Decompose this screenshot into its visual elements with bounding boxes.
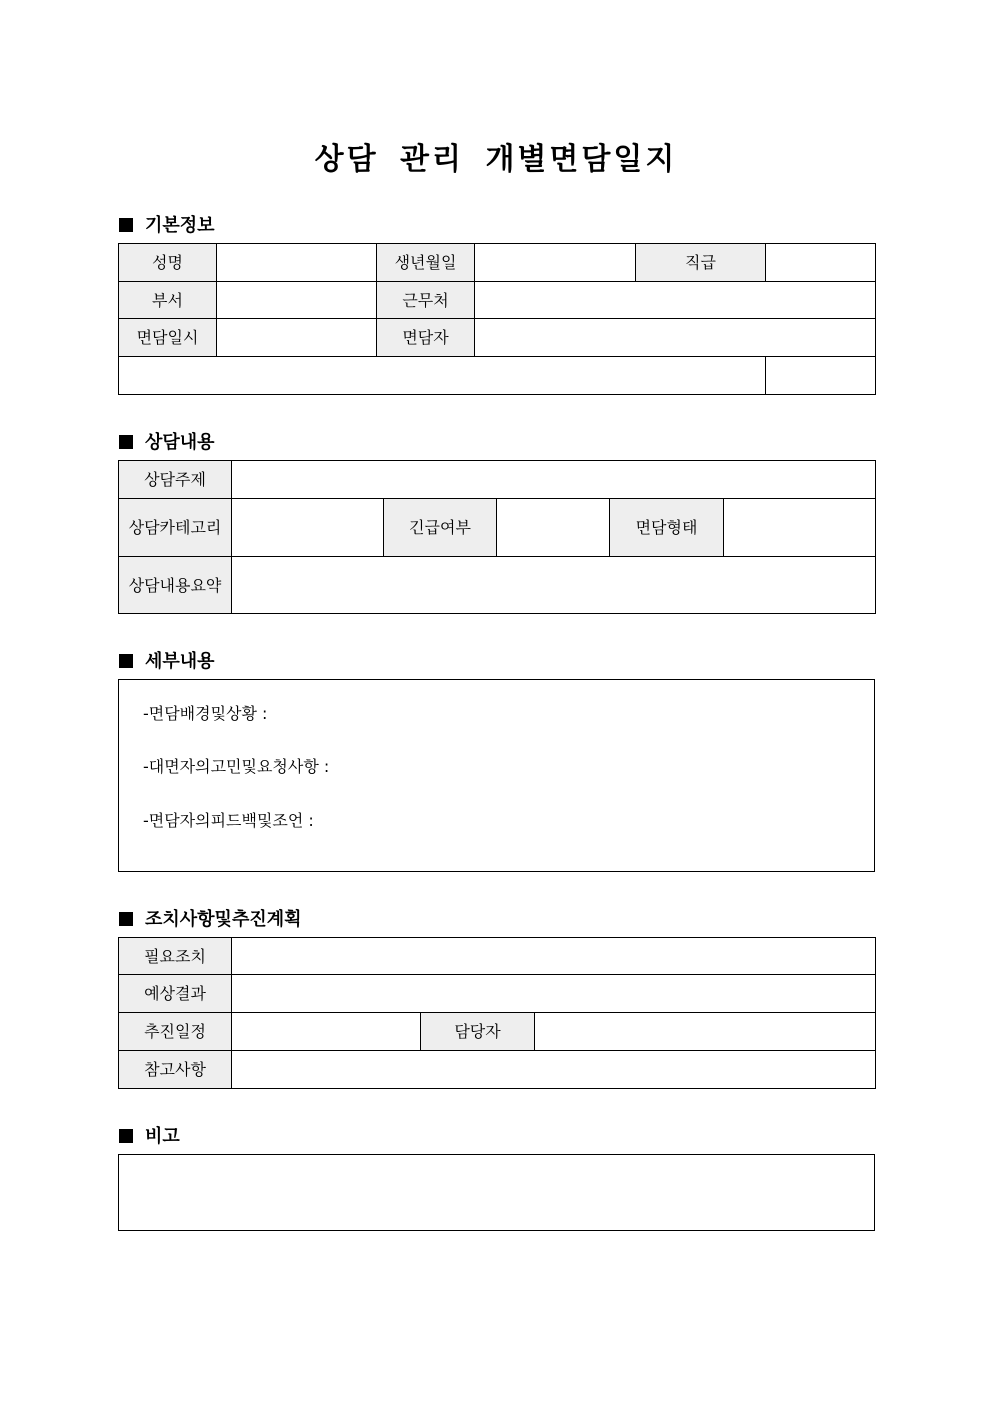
counseling-table	[118, 460, 876, 614]
department-field[interactable]	[217, 282, 377, 319]
required-action-label: 필요조치	[119, 938, 232, 975]
section-heading-details	[119, 647, 215, 673]
summary-label: 상담내용요약	[119, 557, 232, 614]
workplace-field[interactable]	[475, 282, 876, 319]
section-title: 상담내용	[145, 432, 215, 453]
interview-format-field[interactable]	[724, 499, 876, 557]
expected-result-field[interactable]	[232, 975, 876, 1013]
category-label: 상담카테고리	[119, 499, 232, 557]
section-title: 조치사항및추진계획	[145, 909, 302, 930]
square-bullet-icon	[119, 435, 133, 449]
detail-line-feedback: -면담자의피드백및조언 :	[143, 811, 314, 830]
square-bullet-icon	[119, 218, 133, 232]
expected-result-label: 예상결과	[119, 975, 232, 1013]
urgency-field[interactable]	[497, 499, 610, 557]
notes-field[interactable]	[232, 1051, 876, 1089]
actions-table	[118, 937, 876, 1089]
notes-label: 참고사항	[119, 1051, 232, 1089]
name-field[interactable]	[217, 244, 377, 282]
blank-wide-field[interactable]	[119, 357, 766, 395]
position-field[interactable]	[766, 244, 876, 282]
section-title: 세부내용	[145, 651, 215, 672]
required-action-field[interactable]	[232, 938, 876, 975]
details-box[interactable]	[118, 679, 875, 872]
section-heading-basic-info	[119, 211, 215, 237]
square-bullet-icon	[119, 912, 133, 926]
position-label: 직급	[636, 244, 766, 282]
category-field[interactable]	[232, 499, 384, 557]
interviewer-label: 면담자	[377, 319, 475, 357]
interview-format-label: 면담형태	[610, 499, 724, 557]
owner-field[interactable]	[535, 1013, 876, 1051]
basic-info-table	[118, 243, 876, 395]
interview-datetime-field[interactable]	[217, 319, 377, 357]
topic-field[interactable]	[232, 461, 876, 499]
section-title: 비고	[145, 1126, 180, 1147]
square-bullet-icon	[119, 1129, 133, 1143]
section-heading-counseling	[119, 428, 215, 454]
name-label: 성명	[119, 244, 217, 282]
schedule-field[interactable]	[232, 1013, 421, 1051]
remarks-box[interactable]	[118, 1154, 875, 1231]
section-heading-remarks	[119, 1122, 180, 1148]
section-title: 기본정보	[145, 215, 215, 236]
topic-label: 상담주제	[119, 461, 232, 499]
schedule-label: 추진일정	[119, 1013, 232, 1051]
blank-small-field[interactable]	[766, 357, 876, 395]
detail-line-background: -면담배경및상황 :	[143, 704, 268, 723]
workplace-label: 근무처	[377, 282, 475, 319]
birthdate-label: 생년월일	[377, 244, 475, 282]
section-heading-actions	[119, 905, 302, 931]
square-bullet-icon	[119, 654, 133, 668]
urgency-label: 긴급여부	[384, 499, 497, 557]
birthdate-field[interactable]	[475, 244, 636, 282]
detail-line-concerns: -대면자의고민및요청사항 :	[143, 757, 330, 776]
owner-label: 담당자	[421, 1013, 535, 1051]
interviewer-field[interactable]	[475, 319, 876, 357]
page-title: 상담 관리 개별면담일지	[314, 142, 678, 177]
interview-datetime-label: 면담일시	[119, 319, 217, 357]
department-label: 부서	[119, 282, 217, 319]
summary-field[interactable]	[232, 557, 876, 614]
